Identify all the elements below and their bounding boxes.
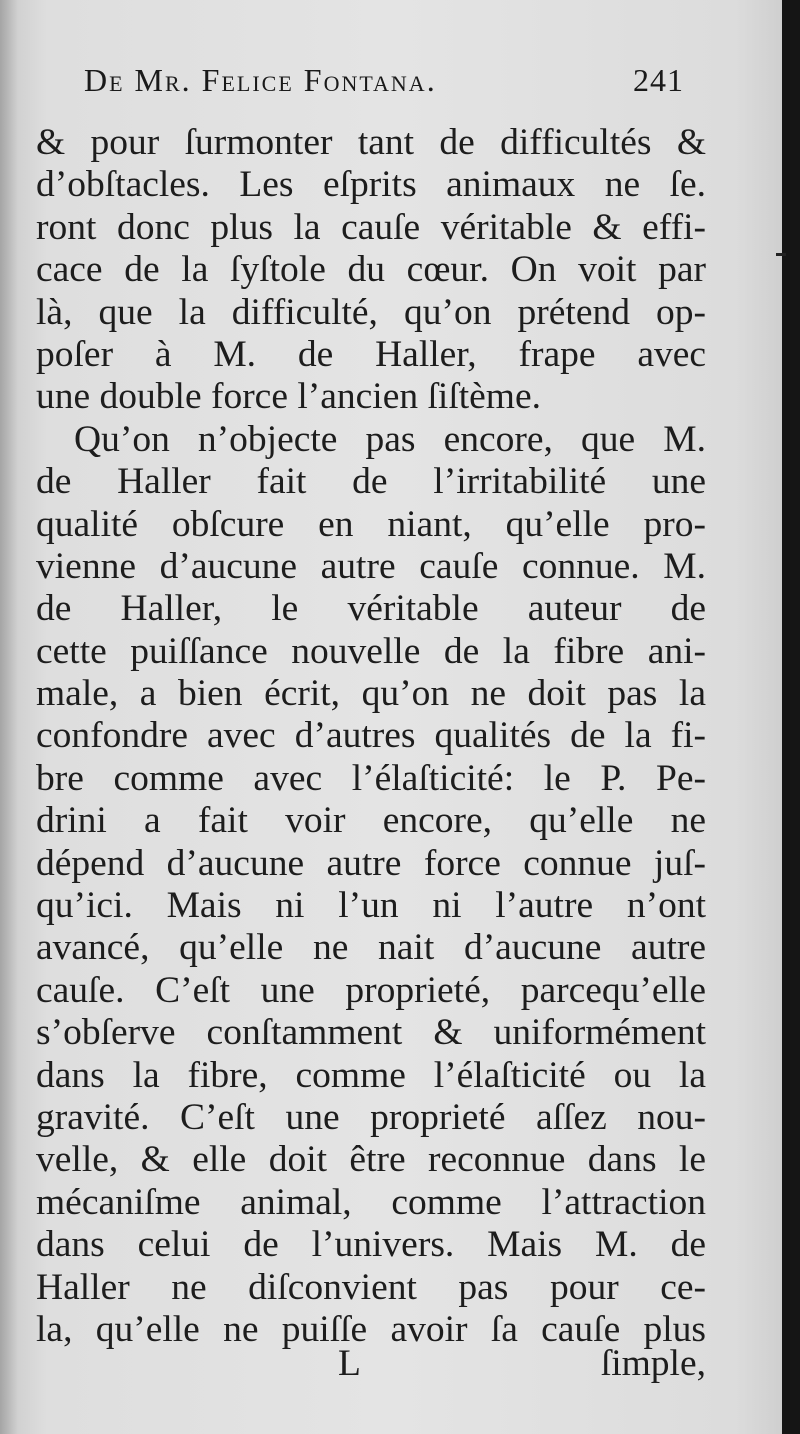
catchword: ſimple, xyxy=(600,1343,706,1384)
text-line: vienne d’aucune autre cauſe connue. M. xyxy=(36,545,706,587)
text-line: Haller ne diſconvient pas pour ce- xyxy=(36,1266,706,1308)
text-line: qu’ici. Mais ni l’un ni l’autre n’ont xyxy=(36,885,706,927)
text-line: dans celui de l’univers. Mais M. de xyxy=(36,1224,706,1266)
text-line: bre comme avec l’élaſticité: le P. Pe- xyxy=(36,757,706,799)
running-title: De Mr. Felice Fontana. xyxy=(84,62,437,98)
running-head xyxy=(84,62,684,110)
text-line: dépend d’aucune autre force connue juſ- xyxy=(36,842,706,884)
text-line: la, qu’elle ne puiſſe avoir ſa cauſe plus xyxy=(36,1308,706,1350)
page-edge-shadow xyxy=(0,0,18,1434)
text-line: gravité. C’eſt une proprieté aſſez nou- xyxy=(36,1096,706,1138)
text-line: une double force l’ancien ſiſtème. xyxy=(36,376,541,418)
text-line: avancé, qu’elle ne nait d’aucune autre xyxy=(36,927,706,969)
signature-mark: L xyxy=(338,1343,361,1384)
text-line: qualité obſcure en niant, qu’elle pro- xyxy=(36,503,706,545)
page-footer xyxy=(36,1342,706,1386)
paragraph-start-line: Qu’on n’objecte pas encore, que M. xyxy=(74,418,706,460)
text-line: poſer à M. de Haller, frape avec xyxy=(36,333,706,375)
text-line: de Haller fait de l’irritabilité une xyxy=(36,461,706,503)
text-line: ront donc plus la cauſe véritable & effi- xyxy=(36,206,706,248)
text-line: de Haller, le véritable auteur de xyxy=(36,588,706,630)
margin-mark xyxy=(776,253,786,256)
text-line: cauſe. C’eſt une proprieté, parcequ’elle xyxy=(36,969,706,1011)
text-line: drini a fait voir encore, qu’elle ne xyxy=(36,800,706,842)
text-line: s’obſerve conſtamment & uniformément xyxy=(36,1012,706,1054)
text-line: cette puiſſance nouvelle de la fibre ani- xyxy=(36,630,706,672)
text-line: & pour ſurmonter tant de difficultés & xyxy=(36,122,706,163)
text-line: d’obſtacles. Les eſprits animaux ne ſe. xyxy=(36,164,706,206)
page-number: 241 xyxy=(633,62,684,98)
text-line: là, que la difficulté, qu’on prétend op- xyxy=(36,291,706,333)
text-line: male, a bien écrit, qu’on ne doit pas la xyxy=(36,673,706,715)
text-line: mécaniſme animal, comme l’attraction xyxy=(36,1181,706,1223)
text-line: cace de la ſyſtole du cœur. On voit par xyxy=(36,249,706,291)
text-line: dans la fibre, comme l’élaſticité ou la xyxy=(36,1054,706,1096)
text-line: confondre avec d’autres qualités de la fi- xyxy=(36,715,706,757)
text-line: velle, & elle doit être reconnue dans le xyxy=(36,1139,706,1181)
body-text xyxy=(36,122,706,1351)
